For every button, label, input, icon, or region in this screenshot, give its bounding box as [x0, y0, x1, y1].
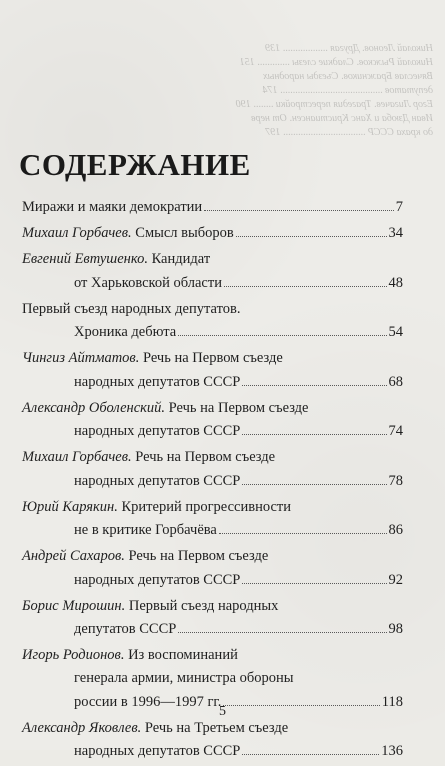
- entry-page-number: 78: [388, 472, 403, 489]
- toc-entry: [22, 248, 403, 295]
- entry-author: Михаил Горбачев.: [22, 225, 132, 241]
- entry-text: [74, 618, 176, 641]
- table-of-contents: [22, 195, 403, 766]
- toc-line: [22, 446, 403, 469]
- toc-line: [22, 667, 403, 690]
- entry-author: Борис Мирошин.: [22, 597, 126, 614]
- dot-leader: [204, 195, 394, 211]
- toc-entry: [22, 195, 403, 219]
- toc-entry: [22, 446, 403, 493]
- entry-author: Александр Оболенский.: [22, 399, 166, 416]
- entry-author: Андрей Сахаров.: [22, 548, 125, 564]
- entry-title: народных депутатов СССР: [74, 472, 241, 489]
- dot-leader: [224, 271, 387, 287]
- entry-text: [22, 347, 283, 370]
- toc-line: [22, 321, 403, 345]
- entry-text: [22, 595, 278, 618]
- toc-line: [22, 496, 403, 519]
- dot-leader: [178, 618, 386, 634]
- entry-title: от Харьковской области: [74, 274, 222, 291]
- entry-text: [22, 298, 240, 321]
- entry-title: народных депутатов СССР: [74, 743, 241, 759]
- entry-page-number: 34: [388, 225, 403, 241]
- toc-entry: [22, 222, 403, 246]
- page-title: СОДЕРЖАНИЕ: [19, 147, 251, 182]
- entry-title: Миражи и маяки демократии: [22, 198, 203, 215]
- entry-page-number: 48: [388, 274, 403, 291]
- entry-title: Речь на Первом съезде: [124, 548, 269, 564]
- toc-line: [22, 740, 403, 764]
- toc-entry: [22, 595, 403, 642]
- entry-page-number: 68: [388, 373, 403, 390]
- bleed-line: Николай Рыжков. Сладкие слезы ............. 151: [239, 57, 433, 68]
- entry-text: [22, 496, 291, 519]
- toc-entry: [22, 496, 403, 543]
- entry-text: [74, 740, 240, 763]
- dot-leader: [236, 222, 387, 238]
- dot-leader: [242, 740, 379, 756]
- entry-author: Игорь Родионов.: [22, 647, 125, 663]
- toc-line: [22, 397, 403, 420]
- entry-title: депутатов СССР: [74, 621, 177, 637]
- entry-title: народных депутатов СССР: [74, 423, 241, 439]
- entry-title: народных депутатов СССР: [74, 571, 241, 588]
- bleed-line: депутатов ......................................... 174: [262, 85, 433, 96]
- entry-text: [74, 470, 240, 493]
- entry-title: народных депутатов СССР: [74, 373, 241, 390]
- entry-page-number: 136: [381, 743, 403, 759]
- entry-title: Речь на Третьем съезде: [141, 719, 289, 736]
- entry-page-number: 7: [395, 198, 403, 215]
- entry-text: [74, 371, 240, 394]
- entry-title: Смысл выборов: [131, 225, 234, 241]
- dot-leader: [178, 321, 386, 337]
- dot-leader: [242, 370, 386, 386]
- entry-author: Чингиз Айтматов.: [22, 350, 140, 366]
- toc-line: [22, 271, 403, 295]
- entry-author: Евгений Евтушенко.: [22, 251, 148, 267]
- page-number: 5: [219, 704, 226, 719]
- entry-title: Речь на Первом съезде: [131, 449, 276, 465]
- entry-author: Михаил Горбачев.: [22, 449, 132, 465]
- entry-text: [74, 519, 217, 542]
- toc-entry: [22, 545, 403, 592]
- entry-text: [22, 196, 202, 219]
- bleed-through-text: [235, 42, 433, 140]
- toc-entry: [22, 298, 403, 345]
- dot-leader: [242, 420, 386, 436]
- toc-line: [22, 519, 403, 543]
- entry-text: [74, 667, 294, 690]
- entry-text: [74, 272, 222, 295]
- toc-line: [22, 644, 403, 667]
- toc-line: [22, 248, 403, 271]
- toc-line: [22, 195, 403, 219]
- bleed-line: Николай Леонов. Другая .................. 139: [265, 43, 433, 54]
- toc-line: [22, 298, 403, 321]
- toc-entry: [22, 717, 403, 764]
- entry-text: [74, 321, 176, 344]
- entry-text: [22, 222, 234, 245]
- entry-page-number: 54: [388, 324, 403, 340]
- entry-title: Кандидат: [147, 251, 211, 267]
- dot-leader: [242, 568, 386, 584]
- toc-line: [22, 545, 403, 568]
- entry-title: генерала армии, министра обороны: [74, 670, 294, 686]
- entry-text: [22, 644, 238, 667]
- entry-page-number: 74: [388, 423, 403, 439]
- entry-author: Александр Яковлев.: [22, 719, 142, 736]
- bleed-line: до краха СССР ................................. 197: [265, 127, 433, 138]
- entry-page-number: 118: [381, 693, 403, 710]
- toc-line: [22, 370, 403, 394]
- entry-text: [22, 397, 308, 420]
- entry-title: Первый съезд народных: [125, 597, 279, 614]
- toc-entry: [22, 347, 403, 394]
- entry-title: Речь на Первом съезде: [165, 399, 309, 416]
- toc-line: [22, 618, 403, 642]
- entry-title: Из воспоминаний: [124, 647, 238, 663]
- entry-text: [74, 569, 240, 592]
- entry-title: Речь на Первом съезде: [139, 350, 283, 366]
- entry-title: россии в 1996—1997 гг.: [74, 693, 222, 710]
- toc-line: [22, 420, 403, 444]
- entry-title: Критерий прогрессивности: [117, 498, 291, 515]
- entry-title: Хроника дебюта: [74, 324, 177, 340]
- entry-text: [22, 446, 275, 469]
- entry-text: [22, 545, 268, 568]
- bleed-line: Иван Дзюба и Ханс Кристиансен. От нерв: [251, 113, 433, 124]
- dot-leader: [242, 469, 386, 485]
- dot-leader: [219, 519, 387, 535]
- entry-title: Первый съезд народных депутатов.: [22, 300, 241, 317]
- bleed-line: Егор Лигачев. Трагедия перестройки ........ 190: [235, 99, 433, 110]
- toc-entry: [22, 397, 403, 444]
- toc-line: [22, 595, 403, 618]
- toc-line: [22, 347, 403, 370]
- entry-author: Юрий Карякин.: [22, 498, 118, 515]
- toc-line: [22, 222, 403, 246]
- bleed-line: Вячеслав Бражников. Съезды народных: [263, 71, 433, 82]
- toc-line: [22, 568, 403, 592]
- entry-page-number: 92: [388, 571, 403, 588]
- entry-text: [74, 420, 240, 443]
- entry-page-number: 86: [388, 522, 403, 538]
- entry-title: не в критике Горбачёва: [74, 522, 217, 538]
- toc-line: [22, 469, 403, 493]
- entry-page-number: 98: [388, 621, 403, 637]
- entry-text: [22, 248, 210, 271]
